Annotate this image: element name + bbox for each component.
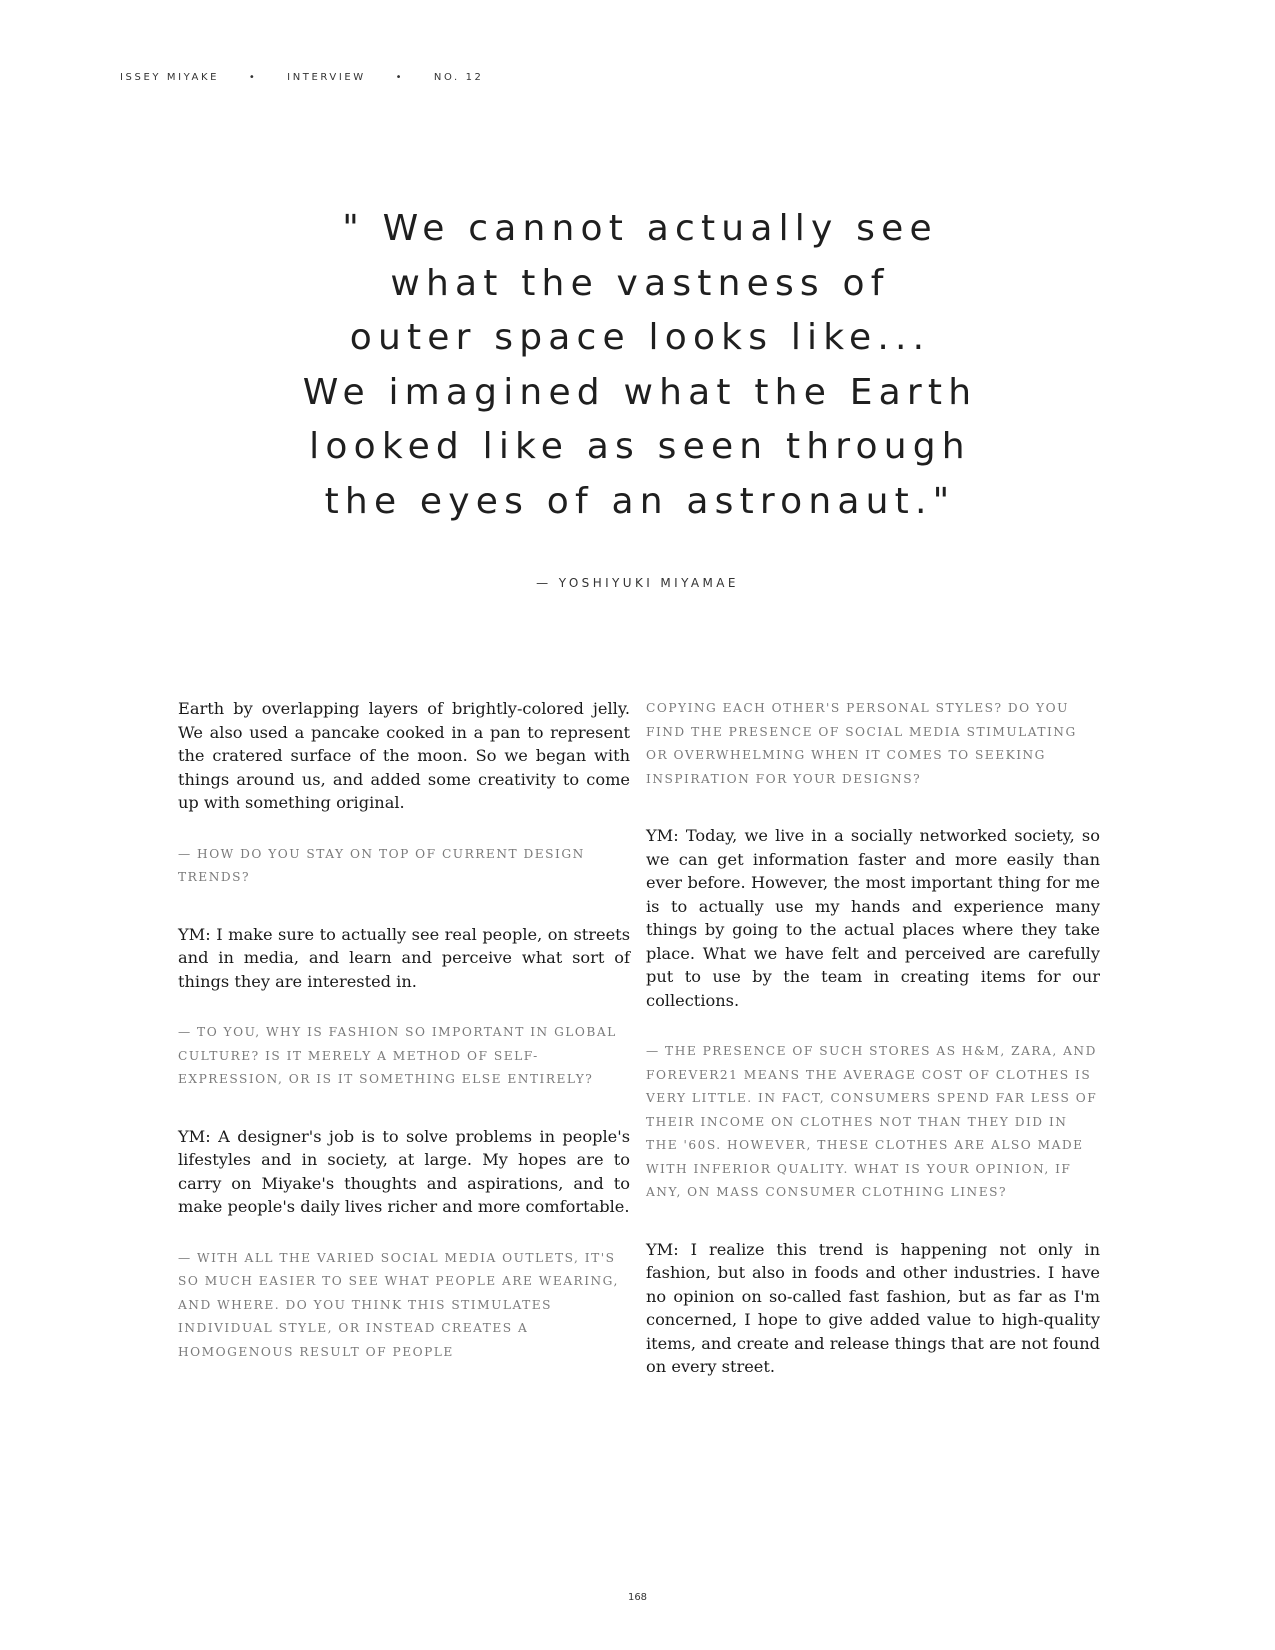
- header-separator: •: [395, 72, 405, 83]
- header-issue: NO. 12: [433, 72, 484, 83]
- right-column: [646, 697, 1100, 1379]
- pull-quote-line: We imagined what the Earth: [302, 371, 978, 413]
- interview-question: — THE PRESENCE OF SUCH STORES AS H&M, ZARA, AND FOREVER21 MEANS THE AVERAGE COST OF CLOTHES IS VERY LITTLE. IN FACT, CONSUMERS SPEND FAR LESS OF THEIR INCOME ON CLOTHES NOT THAN THEY DID IN THE '60S. HOWEVER, THESE CLOTHES ARE ALSO MADE WITH INFERIOR QUALITY. WHAT IS YOUR OPINION, IF ANY, ON MASS CONSUMER CLOTHING LINES?: [646, 1044, 1098, 1199]
- pull-quote: [200, 202, 1080, 529]
- running-header: [120, 72, 484, 83]
- interview-answer: YM: I make sure to actually see real people, on streets and in media, and learn and perceive what sort of things they are interested in.: [178, 924, 630, 991]
- header-section: INTERVIEW: [287, 72, 366, 83]
- header-separator: •: [248, 72, 258, 83]
- interview-answer: YM: Today, we live in a socially networked society, so we can get information faster and more easily than ever before. However, the most important thing for me is to actually use my hands and experience many things by going to the actual places where they take place. What we have felt and perceived are carefully put to use by the team in creating items for our collections.: [646, 826, 1100, 1010]
- pull-quote-line: outer space looks like...: [349, 317, 931, 358]
- quote-attribution: — YOSHIYUKI MIYAMAE: [536, 576, 739, 590]
- interview-answer: YM: A designer's job is to solve problems in people's lifestyles and in society, at large. My hopes are to carry on Miyake's thoughts and aspirations, and to make people's daily lives richer and more comfortable.: [178, 1126, 630, 1216]
- pull-quote-line: the eyes of an astronaut.": [324, 480, 956, 522]
- interview-question-continued: COPYING EACH OTHER'S PERSONAL STYLES? DO YOU FIND THE PRESENCE OF SOCIAL MEDIA STIMULATING OR OVERWHELMING WHEN IT COMES TO SEEKING INSPIRATION FOR YOUR DESIGNS?: [646, 701, 1077, 786]
- pull-quote-line: what the vastness of: [390, 262, 890, 304]
- interview-question: — HOW DO YOU STAY ON TOP OF CURRENT DESIGN TRENDS?: [178, 846, 585, 884]
- interview-answer: YM: I realize this trend is happening not only in fashion, but also in foods and other industries. I have no opinion on so-called fast fashion, but as far as I'm concerned, I hope to give added value to high-quality items, and create and release things that are not found on every street.: [646, 1239, 1100, 1376]
- page-number: 168: [627, 1592, 648, 1603]
- left-column: [178, 697, 630, 1364]
- body-paragraph: Earth by overlapping layers of brightly-colored jelly. We also used a pancake cooked in a pan to represent the cratered surface of the moon. So we began with things around us, and added some creativity to come up with something original.: [178, 699, 630, 812]
- interview-question: — TO YOU, WHY IS FASHION SO IMPORTANT IN GLOBAL CULTURE? IS IT MERELY A METHOD OF SELF-EXPRESSION, OR IS IT SOMETHING ELSE ENTIRELY?: [178, 1025, 617, 1086]
- interview-question: — WITH ALL THE VARIED SOCIAL MEDIA OUTLETS, IT'S SO MUCH EASIER TO SEE WHAT PEOPLE ARE WEARING, AND WHERE. DO YOU THINK THIS STIMULATES INDIVIDUAL STYLE, OR INSTEAD CREATES A HOMOGENOUS RESULT OF PEOPLE: [178, 1250, 619, 1359]
- pull-quote-line: looked like as seen through: [309, 426, 971, 467]
- pull-quote-line: " We cannot actually see: [342, 208, 938, 249]
- header-brand: ISSEY MIYAKE: [120, 72, 220, 83]
